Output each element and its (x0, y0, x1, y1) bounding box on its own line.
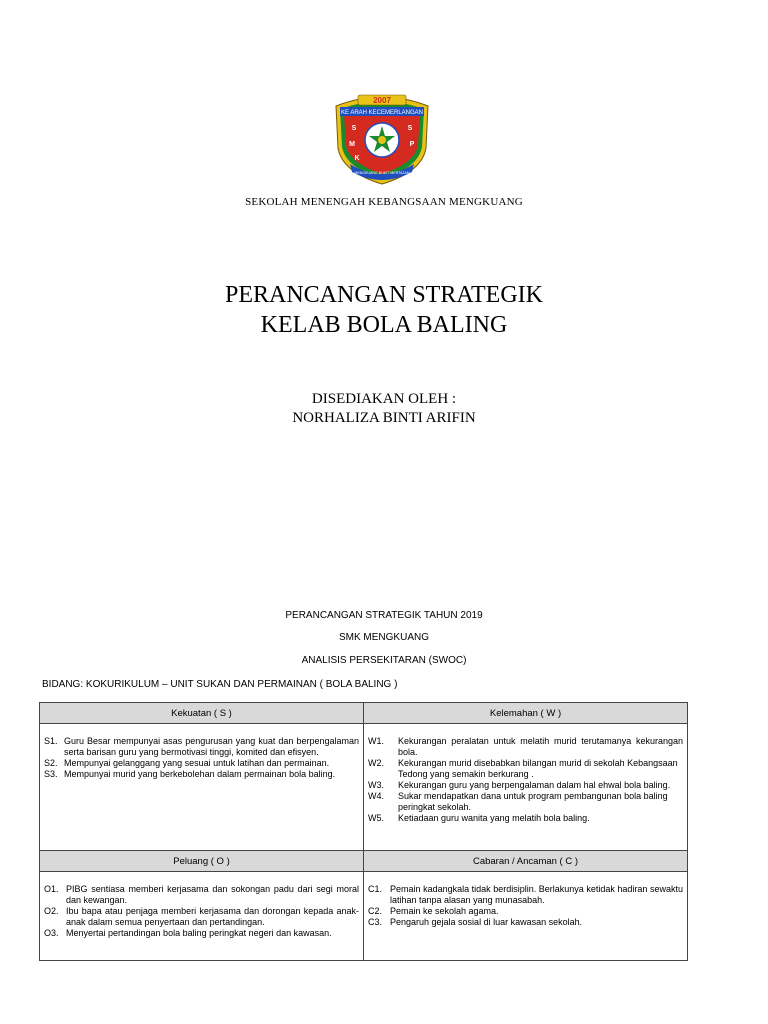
item-label: C2. (368, 906, 383, 916)
weakness-item (368, 813, 683, 824)
item-label: O1. (44, 884, 59, 894)
item-label: O3. (44, 928, 59, 938)
prepared-by-label: DISEDIAKAN OLEH : (311, 391, 457, 407)
item-text: Mempunyai gelanggang yang sesuai untuk latihan dan permainan. (64, 758, 330, 768)
item-label: W1. (368, 736, 385, 746)
logo-bottom-text: MENGKUANG BUKIT MERTAJAM (354, 171, 410, 175)
field-heading: BIDANG: KOKURIKULUM – UNIT SUKAN DAN PERMAINAN ( BOLA BALING ) (42, 679, 398, 690)
weakness-item (368, 780, 683, 791)
item-text: Sukar mendapatkan dana untuk program pembangunan bola baling peringkat sekolah. (398, 791, 668, 812)
logo-letter-m: M (349, 141, 355, 148)
item-label: W2. (368, 758, 385, 768)
item-text: Pemain kadangkala tidak berdisiplin. Berlakunya ketidak hadiran sewaktu latihan tanpa alasan yang munasabah. (390, 884, 683, 905)
opportunity-item (44, 884, 359, 906)
strategic-plan-school: SMK MENGKUANG (338, 632, 429, 643)
opportunities-header: Peluang ( O ) (40, 851, 364, 872)
item-text: Menyertai pertandingan bola baling peringkat negeri dan kawasan. (66, 928, 332, 938)
opportunity-item (44, 928, 359, 939)
item-label: S2. (44, 758, 58, 768)
analysis-heading: ANALISIS PERSEKITARAN (SWOC) (301, 655, 467, 666)
item-text: Ibu bapa atau penjaga memberi kerjasama dan dorongan kepada anak-anak dalam semua penyertaan dan pertandingan. (66, 906, 359, 927)
weakness-item (368, 758, 683, 780)
item-label: S1. (44, 736, 58, 746)
item-label: C3. (368, 917, 383, 927)
threat-item (368, 884, 683, 906)
item-label: W4. (368, 791, 385, 801)
item-text: Kekurangan peralatan untuk melatih murid terutamanya kekurangan bola. (398, 736, 683, 757)
item-text: Kekurangan guru yang berpengalaman dalam hal ehwal bola baling. (398, 780, 671, 790)
opportunity-item (44, 906, 359, 928)
item-label: C1. (368, 884, 383, 894)
opportunities-cell (40, 872, 364, 961)
threat-item (368, 917, 683, 928)
item-label: W3. (368, 780, 385, 790)
item-label: W5. (368, 813, 385, 823)
weakness-item (368, 791, 683, 813)
weaknesses-cell (364, 724, 688, 851)
item-text: PIBG sentiasa memberi kerjasama dan sokongan padu dari segi moral dan kewangan. (66, 884, 359, 905)
logo-year: 2007 (373, 96, 391, 105)
strength-item (44, 769, 359, 780)
strength-item (44, 736, 359, 758)
weakness-item (368, 736, 683, 758)
item-label: S3. (44, 769, 58, 779)
strengths-cell (40, 724, 364, 851)
logo-letter-k: K (354, 155, 360, 162)
strengths-header: Kekuatan ( S ) (40, 703, 364, 724)
author-name: NORHALIZA BINTI ARIFIN (292, 410, 476, 426)
threats-cell (364, 872, 688, 961)
title-line-2: KELAB BOLA BALING (260, 312, 508, 338)
item-text: Pemain ke sekolah agama. (390, 906, 499, 916)
item-text: Guru Besar mempunyai asas pengurusan yang kuat dan berpengalaman serta barisan guru yang bermotivasi tinggi, komited dan efisyen. (64, 736, 359, 757)
strategic-plan-year-heading: PERANCANGAN STRATEGIK TAHUN 2019 (285, 610, 483, 621)
item-label: O2. (44, 906, 59, 916)
logo-letter-s2: S (407, 125, 413, 132)
logo-letter-p: P (409, 141, 415, 148)
item-text: Kekurangan murid disebabkan bilangan murid di sekolah Kebangsaan Tedong yang semakin berkurang . (398, 758, 678, 779)
weaknesses-header: Kelemahan ( W ) (364, 703, 688, 724)
item-text: Mempunyai murid yang berkebolehan dalam permainan bola baling. (64, 769, 336, 779)
title-line-1: PERANCANGAN STRATEGIK (224, 282, 543, 308)
logo-motto: KE ARAH KECEMERLANGAN (340, 110, 424, 116)
item-text: Pengaruh gejala sosial di luar kawasan sekolah. (390, 917, 583, 927)
threat-item (368, 906, 683, 917)
logo-letter-s: S (351, 125, 357, 132)
school-crest-logo (330, 92, 434, 186)
threats-header: Cabaran / Ancaman ( C ) (364, 851, 688, 872)
item-text: Ketiadaan guru wanita yang melatih bola baling. (398, 813, 590, 823)
strength-item (44, 758, 359, 769)
swoc-table (39, 702, 688, 961)
school-name: SEKOLAH MENENGAH KEBANGSAAN MENGKUANG (245, 196, 523, 208)
